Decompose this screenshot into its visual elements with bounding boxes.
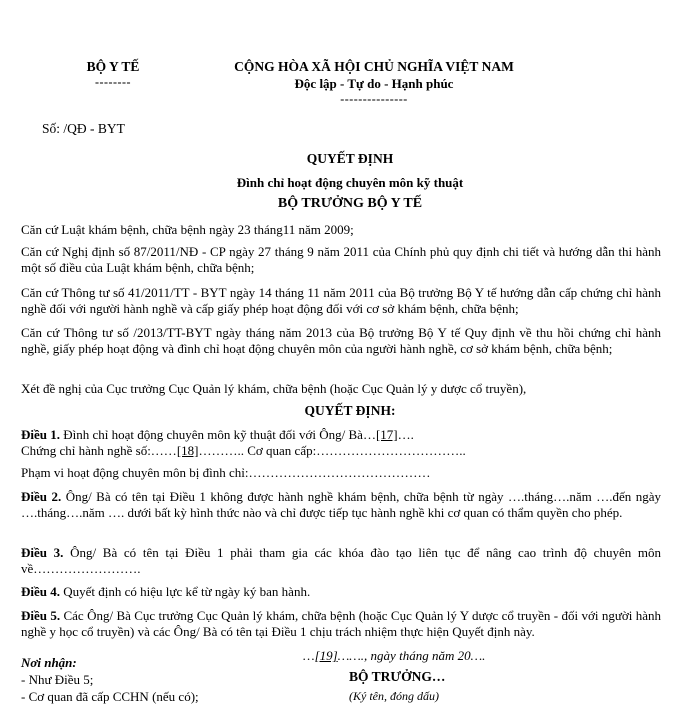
recipients-heading: Nơi nhận: (21, 655, 77, 670)
article-1-label: Điều 1. (21, 427, 60, 442)
document-number: Số: /QĐ - BYT (42, 121, 125, 136)
signer-title: BỘ TRƯỞNG… (349, 669, 446, 684)
ministry-rule: -------- (95, 75, 131, 89)
article-4 (21, 584, 661, 600)
national-motto: Độc lập - Tự do - Hạnh phúc (294, 76, 454, 91)
national-header (200, 58, 548, 106)
legal-basis-2: Căn cứ Nghị định số 87/2011/NĐ - CP ngày 27 tháng 9 năm 2011 của Chính phủ quy định chi tiết và hướng dẫn thi hành một số điều của Luật khám bệnh, chữa bệnh; (21, 244, 661, 275)
certificate-line (21, 443, 661, 459)
issuing-authority: BỘ TRƯỞNG BỘ Y TẾ (277, 196, 423, 211)
ministry-name: BỘ Y TẾ (86, 59, 140, 74)
article-1-tail: …. (397, 427, 414, 442)
ministry-header (50, 58, 176, 89)
article-1-text: Đình chỉ hoạt động chuyên môn kỹ thuật đối với Ông/ Bà… (60, 427, 376, 442)
legal-basis-1: Căn cứ Luật khám bệnh, chữa bệnh ngày 23 tháng11 năm 2009; (21, 222, 354, 237)
certificate-number-label: Chứng chỉ hành nghề số:…… (21, 443, 177, 458)
footnote-ref-17[interactable]: [17] (375, 427, 398, 442)
article-3 (21, 545, 661, 577)
legal-basis-3: Căn cứ Thông tư số 41/2011/TT - BYT ngày 14 tháng 11 năm 2011 của Bộ trưởng Bộ Y tế hướng dẫn cấp chứng chỉ hành nghề đối với người hành nghề và cấp giấy phép hoạt động đối với cơ sở khám bệnh, chữa bệnh; (21, 285, 661, 316)
document-subtitle: Đình chỉ hoạt động chuyên môn kỹ thuật (236, 175, 464, 190)
footnote-ref-19[interactable]: [19] (314, 648, 338, 663)
proposal-basis: Xét đề nghị của Cục trưởng Cục Quản lý khám, chữa bệnh (hoặc Cục Quản lý y dược cổ truyền), (21, 381, 527, 396)
issuing-agency-label: ……….. Cơ quan cấp:…………………………….. (198, 443, 466, 458)
legal-basis-4: Căn cứ Thông tư số /2013/TT-BYT ngày tháng năm 2013 của Bộ trưởng Bộ Y tế Quy định về thu hồi chứng chỉ hành nghề, giấy phép hoạt động và đình chỉ hoạt động chuyên môn của người hành nghề, cơ sở khám bệnh, chữa bệnh; (21, 325, 661, 356)
document-title: QUYẾT ĐỊNH (306, 151, 394, 166)
footnote-ref-18[interactable]: [18] (176, 443, 199, 458)
article-4-label: Điều 4. (21, 584, 60, 599)
suspended-scope: Phạm vi hoạt động chuyên môn bị đình chỉ:…………………………………… (21, 465, 431, 480)
signer-note: (Ký tên, đóng dấu) (349, 689, 439, 703)
nation-name: CỘNG HÒA XÃ HỘI CHỦ NGHĨA VIỆT NAM (234, 59, 514, 74)
date-line-text: ……., ngày tháng năm 20…. (337, 648, 486, 663)
article-5 (21, 608, 661, 640)
motto-rule: --------------- (340, 92, 408, 106)
recipients-block (21, 654, 199, 705)
article-5-text: Các Ông/ Bà Cục trưởng Cục Quản lý khám, chữa bệnh (hoặc Cục Quản lý Y dược cổ truyền - đối với người hành nghề y học cổ truyền) và các Ông/ Bà có tên tại Điều 1 chịu trách nhiệm thực hiện Quyết định này. (21, 608, 662, 639)
article-5-label: Điều 5. (21, 608, 61, 623)
recipient-item: - Cơ quan đã cấp CCHN (nếu có); (21, 689, 199, 704)
date-line-prefix: … (303, 648, 315, 663)
date-line (303, 648, 485, 664)
article-2 (21, 489, 661, 521)
article-4-text: Quyết định có hiệu lực kể từ ngày ký ban hành. (60, 584, 311, 599)
article-2-label: Điều 2. (21, 489, 62, 504)
decision-heading: QUYẾT ĐỊNH: (304, 403, 396, 418)
recipient-item: - Như Điều 5; (21, 672, 94, 687)
article-3-label: Điều 3. (21, 545, 64, 560)
article-3-text: Ông/ Bà có tên tại Điều 1 phải tham gia các khóa đào tạo liên tục để nâng cao trình độ chuyên môn về……………………. (21, 545, 662, 576)
article-1 (21, 427, 661, 443)
article-2-text: Ông/ Bà có tên tại Điều 1 không được hành nghề khám bệnh, chữa bệnh từ ngày ….tháng….năm ….đến ngày ….tháng….năm …. dưới bất kỳ hình thức nào và chỉ được tiếp tục hành nghề khi cơ quan có thẩm quyền cho phép. (21, 489, 662, 520)
